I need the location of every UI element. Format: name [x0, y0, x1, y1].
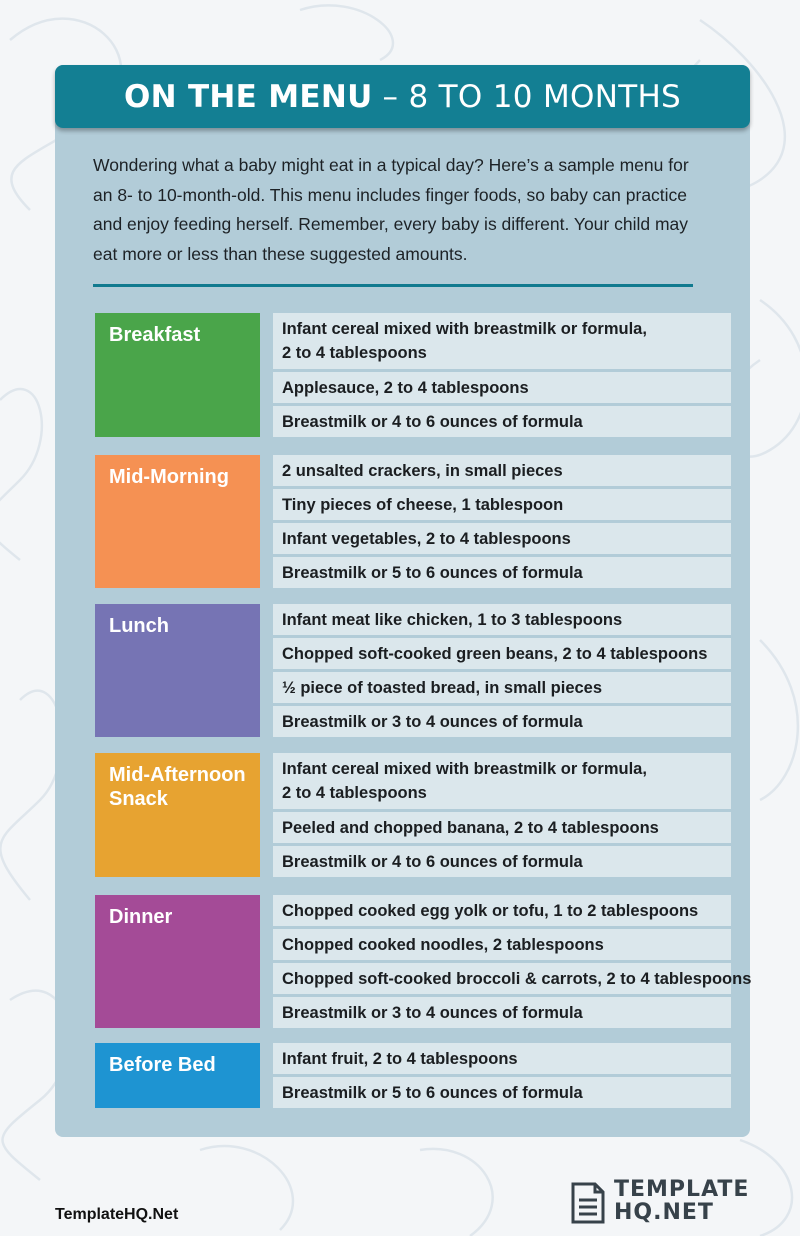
menu-item: Breastmilk or 5 to 6 ounces of formula [273, 557, 731, 588]
page-title [55, 65, 750, 128]
intro-paragraph: Wondering what a baby might eat in a typical day? Here’s a sample menu for an 8- to 10-month-old. This menu includes finger foods, so baby can practice and enjoy feeding herself. Remember, every baby is different. Your child may eat more or less than these suggested amounts. [93, 155, 689, 264]
meal-label-dinner: Dinner [95, 895, 260, 1028]
menu-item: Infant meat like chicken, 1 to 3 tablespoons [273, 604, 731, 635]
menu-item: Breastmilk or 4 to 6 ounces of formula [273, 406, 731, 437]
logo-line1: TEMPLATE [614, 1177, 750, 1202]
menu-item: Infant fruit, 2 to 4 tablespoons [273, 1043, 731, 1074]
menu-item: Breastmilk or 4 to 6 ounces of formula [273, 846, 731, 877]
menu-item: Infant cereal mixed with breastmilk or formula, 2 to 4 tablespoons [273, 753, 731, 809]
menu-item: Breastmilk or 3 to 4 ounces of formula [273, 997, 731, 1028]
meal-label-lunch: Lunch [95, 604, 260, 737]
meal-label-mid-afternoon-snack: Mid-Afternoon Snack [95, 753, 260, 877]
menu-item: Peeled and chopped banana, 2 to 4 tablespoons [273, 812, 731, 843]
logo-line2: HQ.NET [614, 1200, 714, 1225]
menu-item: Chopped soft-cooked broccoli & carrots, 2 to 4 tablespoons [273, 963, 731, 994]
menu-item: Breastmilk or 5 to 6 ounces of formula [273, 1077, 731, 1108]
menu-item: Chopped soft-cooked green beans, 2 to 4 tablespoons [273, 638, 731, 669]
menu-item: Chopped cooked egg yolk or tofu, 1 to 2 tablespoons [273, 895, 731, 926]
meal-label-breakfast: Breakfast [95, 313, 260, 437]
logo-text [614, 1178, 749, 1224]
title-bold: ON THE MENU [123, 78, 373, 115]
menu-item: Infant vegetables, 2 to 4 tablespoons [273, 523, 731, 554]
meal-label-mid-morning: Mid-Morning [95, 455, 260, 588]
menu-item: Applesauce, 2 to 4 tablespoons [273, 372, 731, 403]
menu-item: Chopped cooked noodles, 2 tablespoons [273, 929, 731, 960]
menu-item: Breastmilk or 3 to 4 ounces of formula [273, 706, 731, 737]
menu-item: 2 unsalted crackers, in small pieces [273, 455, 731, 486]
footer-site: TemplateHQ.Net [55, 1206, 179, 1223]
menu-item: ½ piece of toasted bread, in small pieces [273, 672, 731, 703]
menu-item: Tiny pieces of cheese, 1 tablespoon [273, 489, 731, 520]
title-rest: – 8 TO 10 MONTHS [382, 78, 682, 115]
menu-item: Infant cereal mixed with breastmilk or formula, 2 to 4 tablespoons [273, 313, 731, 369]
meal-label-before-bed: Before Bed [95, 1043, 260, 1108]
divider [93, 284, 693, 287]
